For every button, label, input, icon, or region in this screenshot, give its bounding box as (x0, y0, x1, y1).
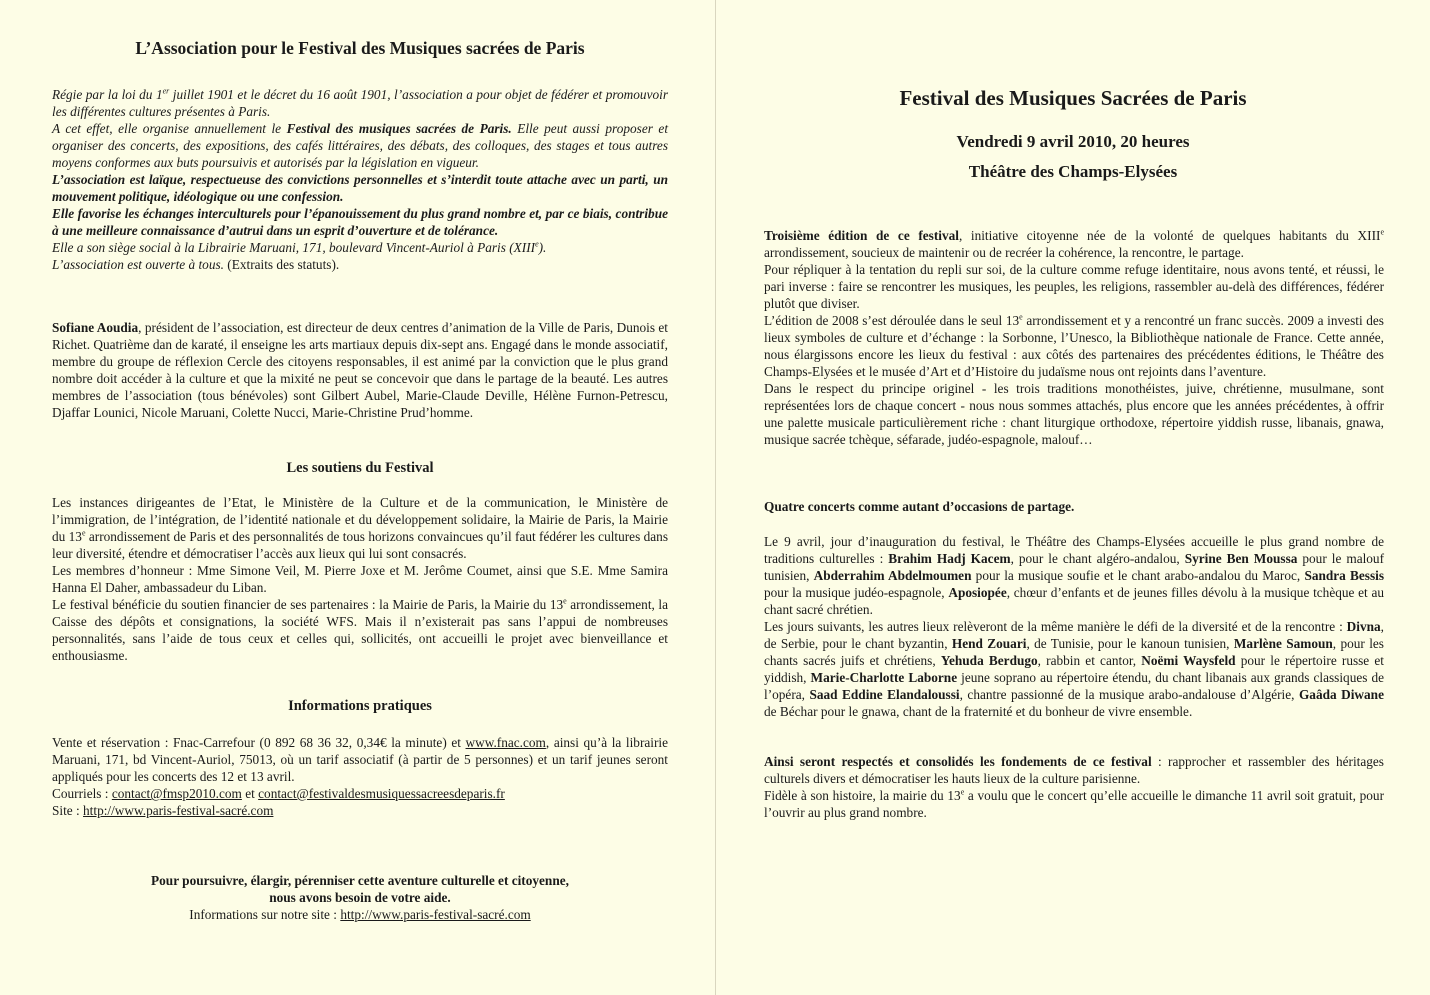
concert-text: pour la musique soufie et le chant arabo-andalou du Maroc, (971, 568, 1305, 583)
statuts-paragraph: L’association est laïque, respectueuse des convictions personnelles et s’interdit toute attache avec un parti, un mouvement politique, idéologique ou une confession. (52, 172, 668, 204)
concert-date: Vendredi 9 avril 2010, 20 heures (956, 132, 1190, 151)
artist-name: Brahim Hadj Kacem (888, 551, 1011, 566)
artist-name: Noëmi Waysfeld (1141, 653, 1236, 668)
concert-text: , de Tunisie, pour le kanoun tunisien, (1026, 636, 1234, 651)
concert-text: Les jours suivants, les autres lieux relèveront de la même manière le défi de la diversité et de la rencontre : (764, 619, 1347, 634)
intro-block (764, 227, 1384, 448)
intro-paragraph: L’édition de 2008 s’est déroulée dans le seul 13e arrondissement et y a rencontré un franc succès. 2009 a investi des lieux symboles de culture et d’échange : la Sorbonne, l’Unesco, la Bibliothèque nationale de France. Cette année, nous élargissons encore les lieux du festival : aux côtés des partenaires des précédentes éditions, le Théâtre des Champs-Elysées et le musée d’Art et d’Histoire du judaïsme nous ont rejoints dans l’aventure. (764, 312, 1384, 379)
artist-name: Abderrahim Abdelmoumen (813, 568, 972, 583)
infos-heading: Informations pratiques (288, 698, 432, 714)
soutiens-block (52, 494, 668, 664)
fnac-link[interactable]: www.fnac.com (465, 735, 546, 750)
concert-text: pour le répertoire russe et yiddish, (764, 653, 1384, 685)
concert-text: Le 9 avril, jour d’inauguration du festival, le Théâtre des Champs-Elysées accueille le plus grand nombre de traditions culturelles : (764, 534, 1384, 566)
concert-text: , de Serbie, pour le chant byzantin, (764, 619, 1384, 651)
appeal-line-1: Pour poursuivre, élargir, pérenniser cette aventure culturelle et citoyenne, (151, 873, 569, 888)
president-name: Sofiane Aoudia (52, 320, 139, 335)
concerts-paragraph (764, 618, 1384, 720)
concert-text: , chantre passionné de la musique arabo-andalouse d’Algérie, (959, 687, 1299, 702)
soutiens-heading: Les soutiens du Festival (286, 460, 434, 476)
concert-text: , chœur d’enfants et de jeunes filles dévolu à la musique tchèque et au chant sacré chrétien. (764, 585, 1384, 617)
statuts-paragraph: A cet effet, elle organise annuellement le Festival des musiques sacrées de Paris. Elle peut aussi proposer et organiser des concerts, des expositions, des cafés littéraires, des débats, des colloques, des stages et tous autres moyens conformes aux buts poursuivis et autorisés par la législation en vigueur. (52, 121, 669, 170)
appeal-line-2: nous avons besoin de votre aide. (269, 890, 451, 905)
concert-text: jeune soprano au répertoire étendu, du chant libanais aux grands classiques de l’opéra, (764, 670, 1385, 702)
association-title: L’Association pour le Festival des Musiques sacrées de Paris (135, 38, 585, 58)
statuts-paragraph: Elle a son siège social à la Librairie Maruani, 171, boulevard Vincent-Auriol à Paris (XIIIe). (52, 239, 547, 255)
closing-paragraph: Ainsi seront respectés et consolidés les fondements de ce festival : rapprocher et rassembler des héritages culturels divers et démocratiser les hauts lieux de la culture parisienne. (764, 754, 1384, 786)
president-paragraph: Sofiane Aoudia, président de l’association, est directeur de deux centres d’animation de la Ville de Paris, Dunois et Richet. Quatrième dan de karaté, il enseigne les arts martiaux depuis dix-sept ans. Engagé dans le monde associatif, membre du groupe de réflexion Cercle des citoyens responsables, il est animé par la conviction que le plus grand nombre doit accéder à la culture et que la mixité ne peut se concevoir que dans le partage de la beauté. Les autres membres de l’association (tous bénévoles) sont Gilbert Aubel, Marie-Claude Deville, Hélène Furnon-Petrescu, Djaffar Lounici, Nicole Maruani, Colette Nucci, Marie-Christine Prud’homme. (52, 320, 668, 420)
concert-venue: Théâtre des Champs-Elysées (968, 162, 1178, 181)
artist-name: Aposiopée (948, 585, 1007, 600)
soutiens-paragraph: Les instances dirigeantes de l’Etat, le Ministère de la Culture et de la communication, le Ministère de l’immigration, de l’intégration, de l’identité nationale et du développement solidaire, la Mairie de Paris, la Mairie du 13e arrondissement de Paris et des personnalités de tous horizons convaincues qu’il faut fédérer les cultures dans leur diversité, étendre et démocratiser l’accès aux lieux qui lui sont consacrés. (52, 495, 668, 561)
concert-text: , rabbin et cantor, (1037, 653, 1142, 668)
artist-name: Marie-Charlotte Laborne (810, 670, 958, 685)
artist-name: Gaâda Diwane (1298, 687, 1384, 702)
concert-text: , pour le chant algéro-andalou, (1010, 551, 1185, 566)
right-page (716, 0, 1430, 995)
closing-paragraph: Fidèle à son histoire, la mairie du 13e a voulu que le concert qu’elle accueille le dimanche 11 avril soit gratuit, pour l’ouvrir au plus grand nombre. (764, 787, 1384, 820)
statuts-paragraph: L’association est ouverte à tous. (Extraits des statuts). (52, 257, 340, 272)
statuts-block (52, 86, 668, 273)
appeal-site-link[interactable]: http://www.paris-festival-sacré.com (340, 907, 531, 922)
appeal-block (52, 872, 668, 923)
artist-name: Marlène Samoun (1233, 636, 1333, 651)
email-link-2[interactable]: contact@festivaldesmusiquessacreesdeparis.fr (258, 786, 505, 801)
concerts-heading: Quatre concerts comme autant d’occasions de partage. (764, 499, 1075, 514)
artist-name: Sandra Bessis (1304, 568, 1384, 583)
concert-text: , pour les chants sacrés juifs et chrétiens, (764, 636, 1384, 668)
concert-text: de Béchar pour le gnawa, chant de la fraternité et du bonheur de vivre ensemble. (764, 704, 1193, 719)
statuts-paragraph: Régie par la loi du 1er juillet 1901 et le décret du 16 août 1901, l’association a pour objet de fédérer et promouvoir les différentes cultures présentes à Paris. (52, 86, 668, 119)
artist-name: Saad Eddine Elandaloussi (809, 687, 960, 702)
email-link-1[interactable]: contact@fmsp2010.com (111, 786, 242, 801)
artist-name: Yehuda Berdugo (940, 653, 1038, 668)
concert-text: pour la musique judéo-espagnole, (764, 585, 949, 600)
infos-block (52, 734, 668, 819)
concerts-paragraph (764, 533, 1384, 618)
appeal-line-3: Informations sur notre site : http://www.paris-festival-sacré.com (189, 907, 531, 922)
intro-paragraph: Pour répliquer à la tentation du repli sur soi, de la culture comme refuge identitaire, nous avons tenté, et réussi, le pari inverse : faire se rencontrer les musiques, les peuples, les religions, rassembler au-delà des différences, fédérer plutôt que diviser. (764, 262, 1384, 311)
closing-block (764, 753, 1384, 821)
concerts-block (764, 533, 1384, 720)
festival-title: Festival des Musiques Sacrées de Paris (899, 86, 1247, 110)
site-line: Site : http://www.paris-festival-sacré.com (52, 803, 274, 818)
artist-name: Divna (1346, 619, 1381, 634)
artist-name: Syrine Ben Moussa (1184, 551, 1298, 566)
courriels-line: Courriels : contact@fmsp2010.com et contact@festivaldesmusiquessacreesdeparis.fr (52, 786, 505, 801)
artist-name: Hend Zouari (951, 636, 1027, 651)
concert-text: pour le malouf tunisien, (764, 551, 1385, 583)
infos-paragraph: Vente et réservation : Fnac-Carrefour (0 892 68 36 32, 0,34€ la minute) et www.fnac.com, ainsi qu’à la librairie Maruani, 171, bd Vincent-Auriol, 75013, où un tarif associatif (à partir de 5 personnes) et un tarif jeunes seront appliqués pour les concerts des 12 et 13 avril. (52, 735, 669, 784)
soutiens-paragraph: Les membres d’honneur : Mme Simone Veil, M. Pierre Joxe et M. Jerôme Coumet, ainsi que S.E. Mme Samira Hanna El Daher, ambassadeur du Liban. (52, 563, 668, 595)
statuts-paragraph: Elle favorise les échanges interculturels pour l’épanouissement du plus grand nombre et, par ce biais, contribue à une meilleure connaissance d’autrui dans un esprit d’ouverture et de tolérance. (52, 206, 668, 238)
site-link[interactable]: http://www.paris-festival-sacré.com (83, 803, 274, 818)
soutiens-paragraph: Le festival bénéficie du soutien financier de ses partenaires : la Mairie de Paris, la Mairie du 13e arrondissement, la Caisse des dépôts et consignations, la société WFS. Mais il n’existerait pas sans l’appui de nombreuses personnalités, sans l’aide de tous ceux et celles qui, sollicités, ont accueilli le projet avec bienveillance et enthousiasme. (52, 596, 668, 663)
intro-paragraph: Dans le respect du principe originel - les trois traditions monothéistes, juive, chrétienne, musulmane, sont représentées lors de chaque concert - nous nous sommes attachés, plus encore que les années précédentes, à offrir une palette musicale particulièrement riche : chant liturgique orthodoxe, répertoire yiddish russe, libanais, gnawa, musique sacrée tchèque, séfarade, judéo-espagnole, malouf… (764, 381, 1384, 447)
intro-paragraph: Troisième édition de ce festival, initiative citoyenne née de la volonté de quelques habitants du XIIIe arrondissement, soucieux de maintenir ou de recréer la cohérence, la rencontre, le partage. (764, 227, 1384, 260)
